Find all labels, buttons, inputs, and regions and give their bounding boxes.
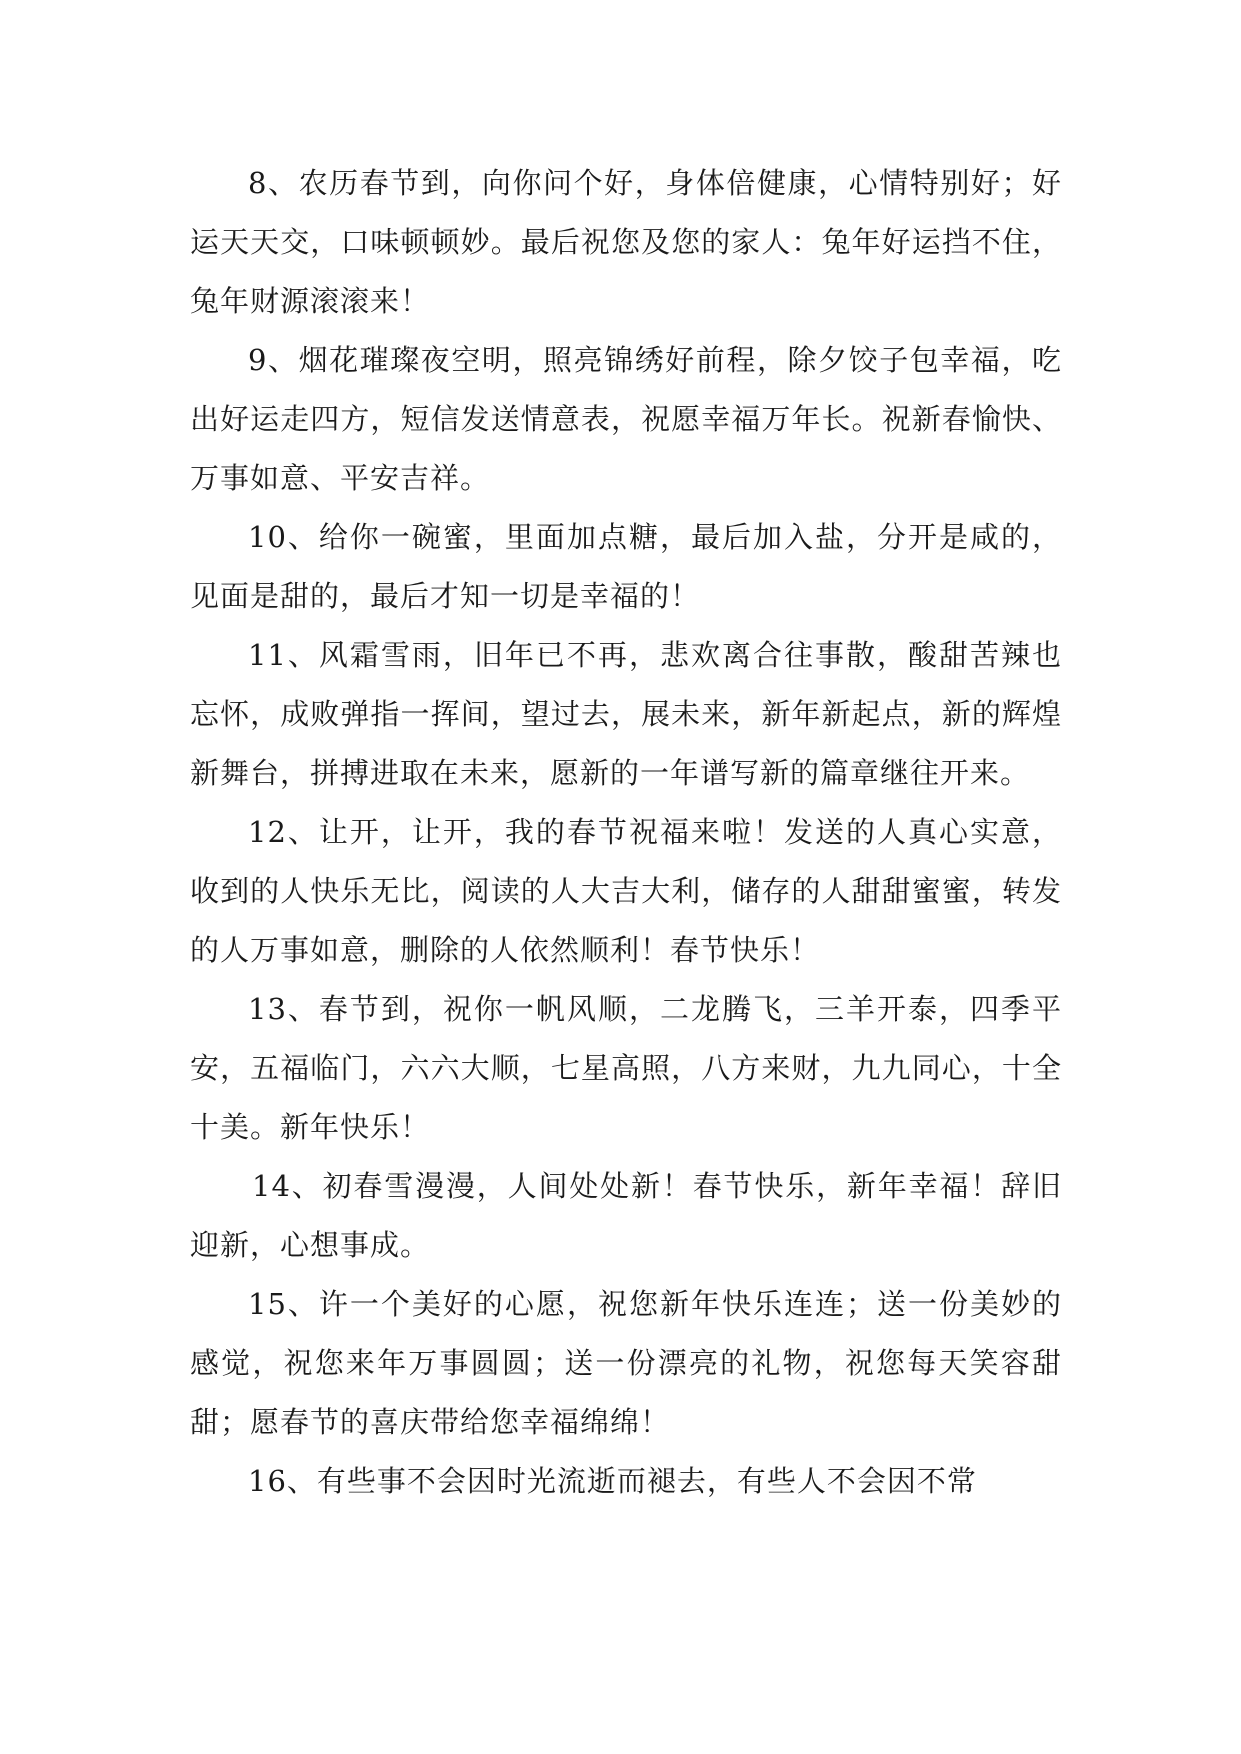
paragraph-16: 16、有些事不会因时光流逝而褪去，有些人不会因不常 <box>248 1464 977 1498</box>
paragraph-11: 11、风霜雪雨，旧年已不再，悲欢离合往事散，酸甜苦辣也忘怀，成败弹指一挥间，望过去，展未来，新年新起点，新的辉煌新舞台，拼搏进取在未来，愿新的一年谱写新的篇章继往开来。 <box>190 638 1062 790</box>
paragraph-14: 14、初春雪漫漫，人间处处新！春节快乐，新年幸福！辞旧迎新，心想事成。 <box>190 1169 1062 1262</box>
document-body <box>190 154 1062 1511</box>
paragraph-8: 8、农历春节到，向你问个好，身体倍健康，心情特别好；好运天天交，口味顿顿妙。最后祝您及您的家人：兔年好运挡不住，兔年财源滚滚来！ <box>190 166 1062 318</box>
paragraph-13: 13、春节到，祝你一帆风顺，二龙腾飞，三羊开泰，四季平安，五福临门，六六大顺，七星高照，八方来财，九九同心，十全十美。新年快乐！ <box>190 992 1062 1144</box>
paragraph-9: 9、烟花璀璨夜空明，照亮锦绣好前程，除夕饺子包幸福，吃出好运走四方，短信发送情意表，祝愿幸福万年长。祝新春愉快、万事如意、平安吉祥。 <box>190 343 1062 495</box>
paragraph-10: 10、给你一碗蜜，里面加点糖，最后加入盐，分开是咸的，见面是甜的，最后才知一切是幸福的！ <box>190 520 1062 613</box>
paragraph-12: 12、让开，让开，我的春节祝福来啦！发送的人真心实意，收到的人快乐无比，阅读的人大吉大利，储存的人甜甜蜜蜜，转发的人万事如意，删除的人依然顺利！春节快乐！ <box>190 815 1062 967</box>
paragraph-15: 15、许一个美好的心愿，祝您新年快乐连连；送一份美妙的感觉，祝您来年万事圆圆；送一份漂亮的礼物，祝您每天笑容甜甜；愿春节的喜庆带给您幸福绵绵！ <box>190 1287 1062 1439</box>
